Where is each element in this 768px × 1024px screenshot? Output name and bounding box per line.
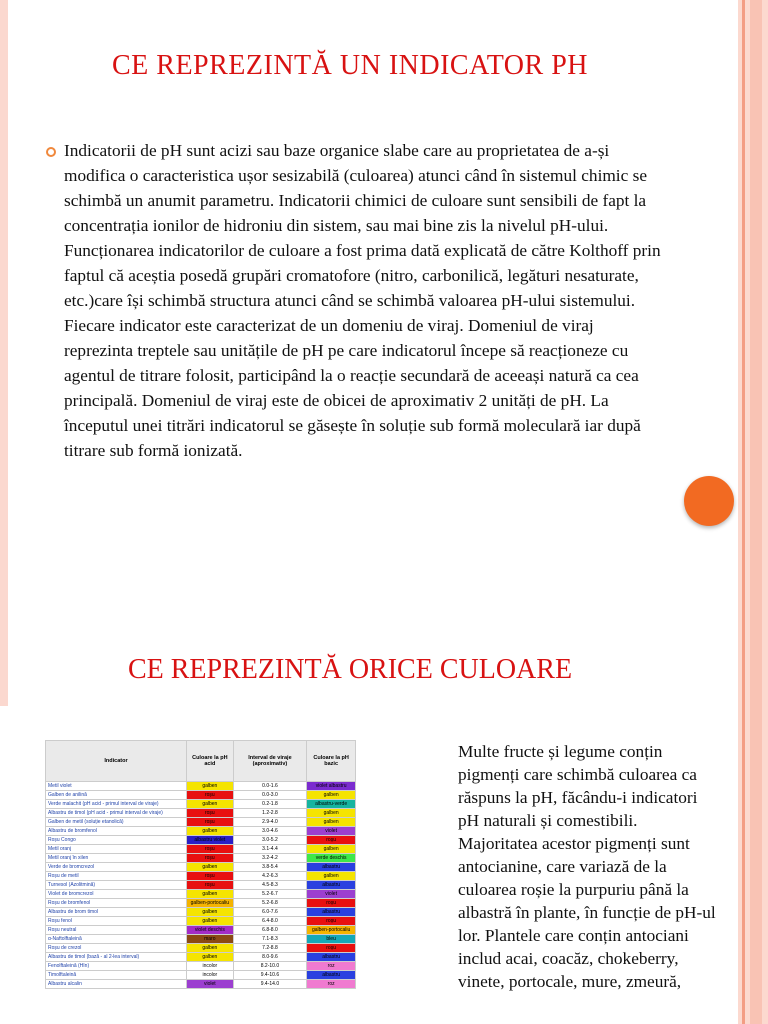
acid-color-cell: violet deschis: [187, 926, 234, 935]
base-color-cell: galben: [307, 845, 356, 854]
table-row: [46, 809, 356, 818]
table-row: [46, 962, 356, 971]
indicator-name-cell[interactable]: Metil oranj în xilen: [46, 854, 187, 863]
table-header: Culoare la pH bazic: [307, 741, 356, 782]
acid-color-cell: roșu: [187, 872, 234, 881]
slide-right-border: [738, 0, 768, 706]
indicator-name-cell[interactable]: Albastru de timol (pH acid - primul interval de viraje): [46, 809, 187, 818]
acid-color-cell: galben: [187, 917, 234, 926]
base-color-cell: violet albastru: [307, 782, 356, 791]
table-row: [46, 791, 356, 800]
base-color-cell: galben: [307, 872, 356, 881]
range-cell: 3.1-4.4: [233, 845, 307, 854]
range-cell: 0.2-1.8: [233, 800, 307, 809]
table-row: [46, 899, 356, 908]
base-color-cell: galben: [307, 809, 356, 818]
table-header: Indicator: [46, 741, 187, 782]
slide-right-border: [738, 706, 768, 1024]
table-row: [46, 827, 356, 836]
acid-color-cell: roșu: [187, 881, 234, 890]
base-color-cell: albastru: [307, 863, 356, 872]
indicator-name-cell[interactable]: Albastru alcalin: [46, 980, 187, 989]
acid-color-cell: violet: [187, 980, 234, 989]
acid-color-cell: galben: [187, 953, 234, 962]
indicator-name-cell[interactable]: Verde de bromcrezol: [46, 863, 187, 872]
table-row: [46, 953, 356, 962]
acid-color-cell: incolor: [187, 962, 234, 971]
base-color-cell: roșu: [307, 836, 356, 845]
indicator-name-cell[interactable]: Violet de bromcrezol: [46, 890, 187, 899]
range-cell: 9.4-10.6: [233, 971, 307, 980]
range-cell: 5.2-6.8: [233, 899, 307, 908]
table-row: [46, 845, 356, 854]
base-color-cell: bleu: [307, 935, 356, 944]
range-cell: 4.5-8.3: [233, 881, 307, 890]
range-cell: 2.9-4.0: [233, 818, 307, 827]
table-row: [46, 800, 356, 809]
acid-color-cell: galben: [187, 800, 234, 809]
acid-color-cell: galben: [187, 944, 234, 953]
range-cell: 6.4-8.0: [233, 917, 307, 926]
range-cell: 5.2-6.7: [233, 890, 307, 899]
acid-color-cell: galben: [187, 827, 234, 836]
base-color-cell: roz: [307, 962, 356, 971]
indicator-name-cell[interactable]: Metil violet: [46, 782, 187, 791]
indicator-name-cell[interactable]: Roșu de bromfenol: [46, 899, 187, 908]
indicator-name-cell[interactable]: Galben de metil (soluție etanolică): [46, 818, 187, 827]
acid-color-cell: roșu: [187, 854, 234, 863]
table-row: [46, 863, 356, 872]
table-row: [46, 782, 356, 791]
table-row: [46, 971, 356, 980]
acid-color-cell: albastru violet: [187, 836, 234, 845]
base-color-cell: albastru: [307, 971, 356, 980]
base-color-cell: verde deschis: [307, 854, 356, 863]
table-row: [46, 944, 356, 953]
base-color-cell: albastru: [307, 881, 356, 890]
table-row: [46, 818, 356, 827]
slide-left-border: [0, 0, 8, 706]
table-row: [46, 854, 356, 863]
indicator-name-cell[interactable]: Metil oranj: [46, 845, 187, 854]
table-row: [46, 890, 356, 899]
table-row: [46, 926, 356, 935]
base-color-cell: roșu: [307, 899, 356, 908]
indicator-name-cell[interactable]: Albastru de bromfenol: [46, 827, 187, 836]
slide-body-text: Indicatorii de pH sunt acizi sau baze organice slabe care au proprietatea de a-și modifica o caracteristica ușor sesizabilă (culoarea) atunci când în sistemul chimic se schimbă un anumit parametru. Indicatorii chimici de culoare sunt sensibili de fapt la concentrația ionilor de hidroniu din sistem, sau mai bine zis la nivelul pH-ului. Funcționarea indicatorilor de culoare a fost prima dată explicată de către Kolthoff prin faptul că aceștia posedă grupări cromatofore (nitro, carbonilică, legături nesaturate, etc.)care își schimbă structura atunci când se schimbă valoarea pH-ului sistemului. Fiecare indicator este caracterizat de un domeniu de viraj. Domeniul de viraj reprezinta treptele sau unitățile de pH pe care indicatorul începe să reacționeze cu agentul de titrare folosit, participând la o reacție secundară de aceeași natură ca cea principală. Domeniul de viraj este de obicei de aproximativ 2 unități de pH. La începutul unei titrări indicatorul se găsește în soluție sub formă moleculară iar după titrare sub formă ionizată.: [64, 141, 661, 460]
acid-color-cell: galben: [187, 782, 234, 791]
bullet-icon: [46, 147, 56, 157]
base-color-cell: albastru: [307, 953, 356, 962]
indicator-name-cell[interactable]: Verde malachit (pH acid - primul interval de viraje): [46, 800, 187, 809]
base-color-cell: galben: [307, 791, 356, 800]
acid-color-cell: roșu: [187, 791, 234, 800]
slide-body-text-2: Multe fructe și legume conțin pigmenți care schimbă culoarea ca răspuns la pH, făcându-i indicatori pH naturali și comestibili. Majoritatea acestor pigmenți sunt antocianine, care variază de la culoarea roșie la purpuriu până la albastră în plante, în funcție de pH-ul lor. Plantele care conțin antociani includ acai, coacăz, chokeberry, vinete, portocale, mure, zmeură,: [458, 742, 716, 991]
indicator-name-cell[interactable]: Roșu Congo: [46, 836, 187, 845]
slide-title: CE REPREZINTĂ UN INDICATOR PH: [112, 50, 588, 81]
table-header: Interval de viraje (aproximativ): [233, 741, 307, 782]
range-cell: 3.0-4.6: [233, 827, 307, 836]
indicator-name-cell[interactable]: Roșu de crezol: [46, 944, 187, 953]
base-color-cell: roz: [307, 980, 356, 989]
range-cell: 1.2-2.8: [233, 809, 307, 818]
range-cell: 6.0-7.6: [233, 908, 307, 917]
indicator-name-cell[interactable]: Turnesol (Azolitmină): [46, 881, 187, 890]
base-color-cell: albastru-verde: [307, 800, 356, 809]
indicator-name-cell[interactable]: Albastru de brom timol: [46, 908, 187, 917]
acid-color-cell: galben-portocaliu: [187, 899, 234, 908]
range-cell: 0.0-3.0: [233, 791, 307, 800]
table-header: Culoare la pH acid: [187, 741, 234, 782]
indicator-name-cell[interactable]: Timolftaleină: [46, 971, 187, 980]
range-cell: 7.2-8.8: [233, 944, 307, 953]
indicator-name-cell[interactable]: Roșu de metil: [46, 872, 187, 881]
range-cell: 7.1-8.3: [233, 935, 307, 944]
range-cell: 3.2-4.2: [233, 854, 307, 863]
ph-indicator-table: [45, 740, 356, 989]
indicator-name-cell[interactable]: Albastru de timol (bază - al 2-lea interval): [46, 953, 187, 962]
table-row: [46, 980, 356, 989]
acid-color-cell: galben: [187, 890, 234, 899]
range-cell: 0.0-1.6: [233, 782, 307, 791]
table-row: [46, 917, 356, 926]
base-color-cell: violet: [307, 827, 356, 836]
indicator-name-cell[interactable]: Fenolftaleină (HIn): [46, 962, 187, 971]
base-color-cell: albastru: [307, 908, 356, 917]
range-cell: 8.0-9.6: [233, 953, 307, 962]
range-cell: 3.8-5.4: [233, 863, 307, 872]
table-row: [46, 908, 356, 917]
acid-color-cell: roșu: [187, 845, 234, 854]
acid-color-cell: maro: [187, 935, 234, 944]
range-cell: 6.8-8.0: [233, 926, 307, 935]
table-row: [46, 935, 356, 944]
range-cell: 3.0-5.2: [233, 836, 307, 845]
base-color-cell: roșu: [307, 917, 356, 926]
indicator-name-cell[interactable]: Galben de anilină: [46, 791, 187, 800]
slide-title-2: CE REPREZINTĂ ORICE CULOARE: [127, 654, 573, 685]
table-row: [46, 881, 356, 890]
indicator-name-cell[interactable]: Roșu neutral: [46, 926, 187, 935]
base-color-cell: galben-portocaliu: [307, 926, 356, 935]
acid-color-cell: incolor: [187, 971, 234, 980]
acid-color-cell: roșu: [187, 809, 234, 818]
range-cell: 8.2-10.0: [233, 962, 307, 971]
acid-color-cell: galben: [187, 908, 234, 917]
acid-color-cell: roșu: [187, 818, 234, 827]
range-cell: 4.2-6.3: [233, 872, 307, 881]
indicator-name-cell[interactable]: Roșu fenol: [46, 917, 187, 926]
base-color-cell: violet: [307, 890, 356, 899]
acid-color-cell: galben: [187, 863, 234, 872]
base-color-cell: roșu: [307, 944, 356, 953]
range-cell: 9.4-14.0: [233, 980, 307, 989]
table-row: [46, 872, 356, 881]
indicator-name-cell[interactable]: α-Naftolftaleină: [46, 935, 187, 944]
table-row: [46, 836, 356, 845]
decorative-circle-icon: [684, 476, 734, 526]
base-color-cell: galben: [307, 818, 356, 827]
